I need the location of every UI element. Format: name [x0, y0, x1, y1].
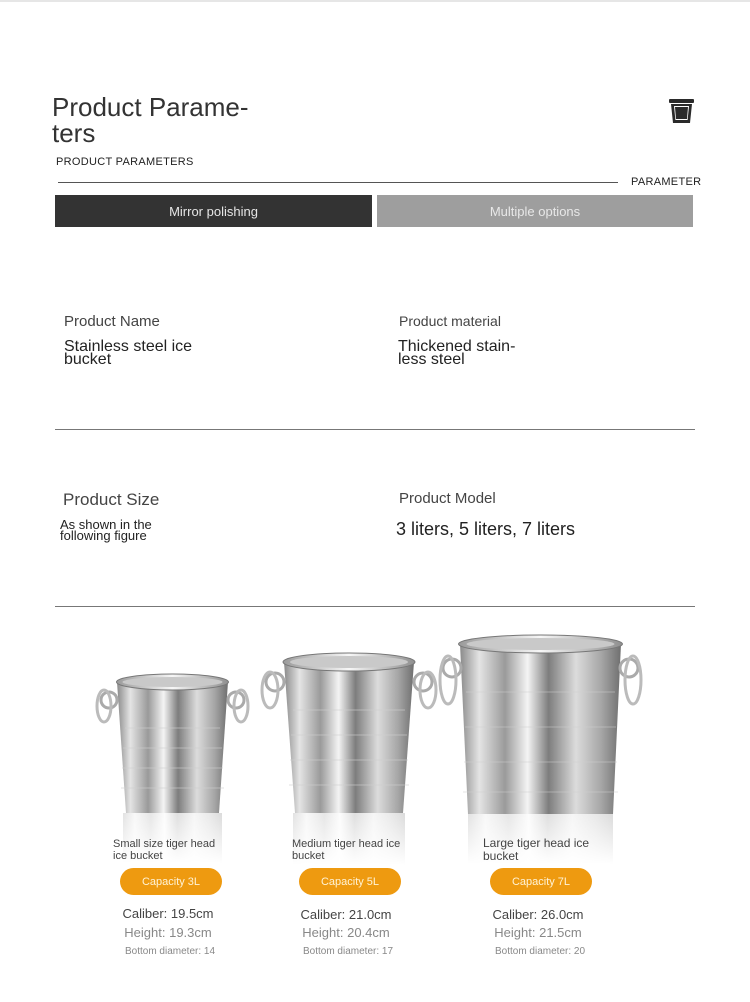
parameter-divider	[58, 182, 618, 183]
parameter-label: PARAMETER	[631, 176, 702, 188]
top-rule	[0, 0, 750, 2]
medium-caliber: Caliber: 21.0cm	[300, 907, 392, 922]
large-capacity-badge: Capacity 7L	[490, 868, 592, 895]
product-size-value-line1: As shown in the	[60, 517, 152, 532]
small-bucket-name-line1: Small size tiger head	[113, 838, 216, 850]
section-divider	[55, 429, 695, 430]
tab-multiple-options[interactable]: Multiple options	[377, 195, 693, 227]
product-material-label: Product material	[399, 313, 501, 329]
large-height: Height: 21.5cm	[494, 925, 582, 940]
small-bucket-image	[95, 668, 250, 863]
large-bucket-name	[483, 837, 589, 863]
product-model-value: 3 liters, 5 liters, 7 liters	[396, 519, 576, 539]
product-material-value	[398, 340, 515, 366]
section-divider	[55, 606, 695, 607]
small-capacity-badge: Capacity 3L	[120, 868, 222, 895]
page-title	[52, 94, 282, 146]
product-name-value	[64, 340, 192, 366]
page-title-line2: ters	[52, 118, 96, 148]
product-name-value-line1: Stainless steel ice	[64, 338, 193, 355]
small-bucket-name	[113, 838, 215, 862]
small-height: Height: 19.3cm	[124, 925, 212, 940]
product-model-label: Product Model	[399, 490, 496, 507]
product-size-value	[60, 519, 152, 541]
large-bottom-diameter: Bottom diameter: 20	[494, 946, 586, 957]
product-size-label: Product Size	[63, 490, 160, 509]
medium-bucket-name-line1: Medium tiger head ice	[292, 838, 401, 850]
large-bucket-image	[438, 632, 643, 864]
large-bucket-name-line2: bucket	[483, 849, 519, 863]
medium-bottom-diameter: Bottom diameter: 17	[302, 946, 394, 957]
product-size-value-line2: following figure	[60, 528, 147, 543]
product-material-value-line2: less steel	[398, 351, 465, 368]
bucket-icon	[668, 97, 695, 124]
product-name-value-line2: bucket	[64, 351, 112, 368]
large-bucket-name-line1: Large tiger head ice	[483, 836, 590, 850]
product-name-label: Product Name	[64, 313, 160, 330]
page-title-line1: Product Parame-	[52, 92, 249, 122]
tab-mirror-polishing[interactable]: Mirror polishing	[55, 195, 372, 227]
small-bottom-diameter: Bottom diameter: 14	[124, 946, 216, 957]
small-bucket-name-line2: ice bucket	[113, 850, 163, 862]
product-material-value-line1: Thickened stain-	[398, 338, 516, 355]
medium-bucket-name-line2: bucket	[292, 850, 325, 862]
medium-capacity-badge: Capacity 5L	[299, 868, 401, 895]
page-subtitle: PRODUCT PARAMETERS	[56, 156, 194, 168]
medium-bucket-name	[292, 838, 400, 862]
large-caliber: Caliber: 26.0cm	[492, 907, 584, 922]
medium-height: Height: 20.4cm	[302, 925, 390, 940]
small-caliber: Caliber: 19.5cm	[122, 906, 214, 921]
medium-bucket-image	[260, 650, 438, 865]
